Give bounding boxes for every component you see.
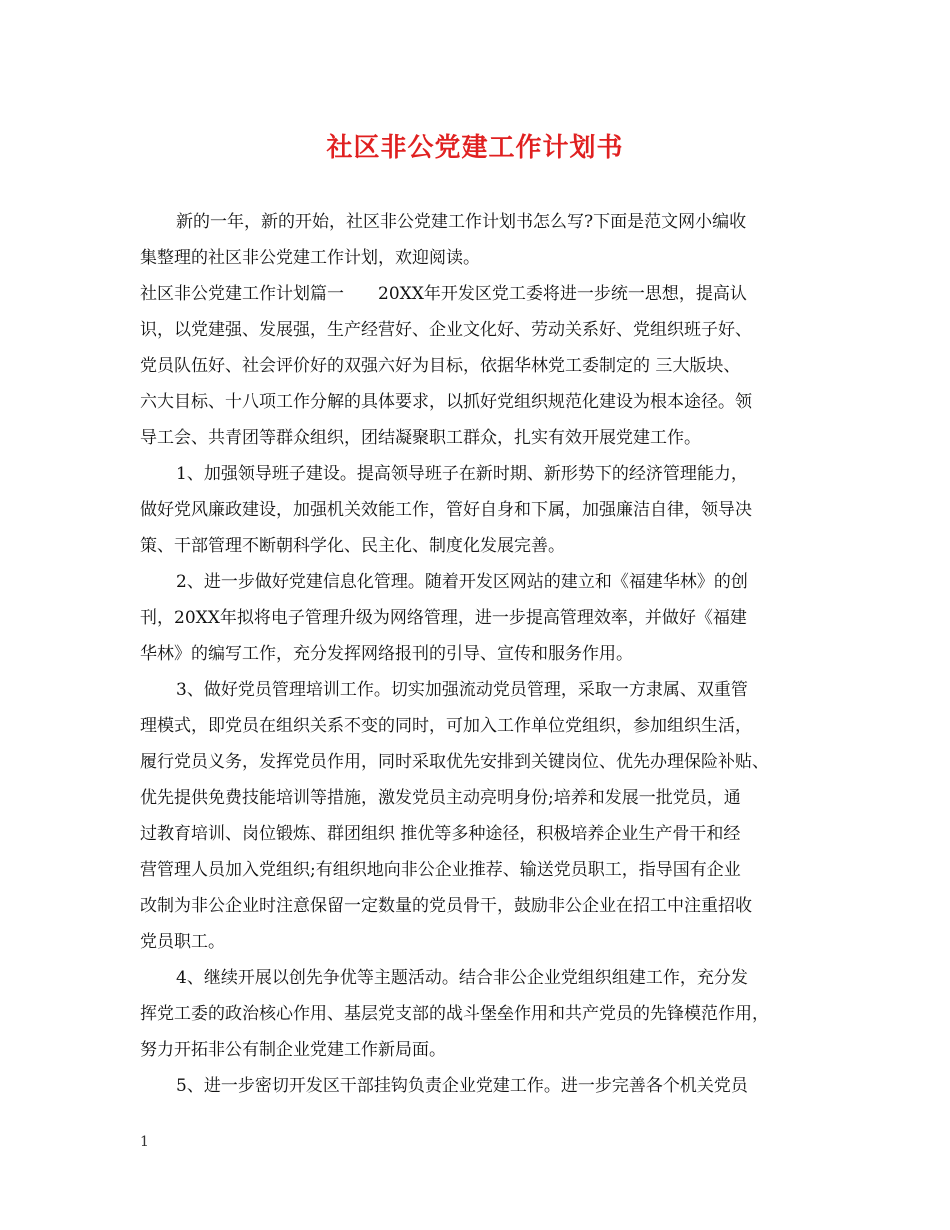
body-line: 挥党工委的政治核心作用、基层党支部的战斗堡垒作用和共产党员的先锋模范作用，: [140, 1004, 769, 1024]
body-line: 识，以党建强、发展强，生产经营好、企业文化好、劳动关系好、党组织班子好、: [140, 320, 752, 340]
document-title: 社区非公党建工作计划书: [326, 133, 624, 163]
body-line: 导工会、共青团等群众组织，团结凝聚职工群众，扎实有效开展党建工作。: [140, 428, 701, 448]
body-line: 1、加强领导班子建设。提高领导班子在新时期、新形势下的经济管理能力，: [176, 464, 748, 484]
body-line: 3、做好党员管理培训工作。切实加强流动党员管理，采取一方隶属、双重管: [176, 680, 748, 700]
body-line: 刊，20XX年拟将电子管理升级为网络管理，进一步提高管理效率，并做好《福建: [140, 608, 747, 628]
body-line: 努力开拓非公有制企业党建工作新局面。: [140, 1040, 446, 1060]
document-body: [140, 204, 816, 1104]
body-line: 集整理的社区非公党建工作计划，欢迎阅读。: [140, 248, 480, 268]
body-line: 履行党员义务，发挥党员作用，同时采取优先安排到关键岗位、优先办理保险补贴、: [140, 752, 769, 772]
body-line: 新的一年，新的开始，社区非公党建工作计划书怎么写?下面是范文网小编收: [176, 212, 747, 232]
body-line: 5、进一步密切开发区干部挂钩负责企业党建工作。进一步完善各个机关党员: [176, 1076, 748, 1096]
body-line: 党员职工。: [140, 932, 225, 952]
body-line: 理模式，即党员在组织关系不变的同时，可加入工作单位党组织，参加组织生活，: [140, 716, 752, 736]
body-line: 做好党风廉政建设，加强机关效能工作，管好自身和下属，加强廉洁自律，领导决: [140, 500, 752, 520]
page-number: 1: [140, 1134, 149, 1150]
body-line: 改制为非公企业时注意保留一定数量的党员骨干，鼓励非公企业在招工中注重招收: [140, 896, 752, 916]
body-line: 营管理人员加入党组织;有组织地向非公企业推荐、输送党员职工，指导国有企业: [140, 860, 741, 880]
body-line: 过教育培训、岗位锻炼、群团组织 推优等多种途径，积极培养企业生产骨干和经: [140, 824, 741, 844]
body-line: 华林》的编写工作，充分发挥网络报刊的引导、宣传和服务作用。: [140, 644, 633, 664]
body-line: 党员队伍好、社会评价好的双强六好为目标，依据华林党工委制定的 三大版块、: [140, 356, 741, 376]
body-line: 策、干部管理不断朝科学化、民主化、制度化发展完善。: [140, 536, 565, 556]
body-line: 2、进一步做好党建信息化管理。随着开发区网站的建立和《福建华林》的创: [176, 572, 748, 592]
body-line: 优先提供免费技能培训等措施，激发党员主动亮明身份;培养和发展一批党员，通: [140, 788, 741, 808]
body-line: 社区非公党建工作计划篇一 20XX年开发区党工委将进一步统一思想，提高认: [140, 284, 747, 304]
body-line: 4、继续开展以创先争优等主题活动。结合非公企业党组织组建工作，充分发: [176, 968, 748, 988]
body-line: 六大目标、十八项工作分解的具体要求，以抓好党组织规范化建设为根本途径。领: [140, 392, 752, 412]
